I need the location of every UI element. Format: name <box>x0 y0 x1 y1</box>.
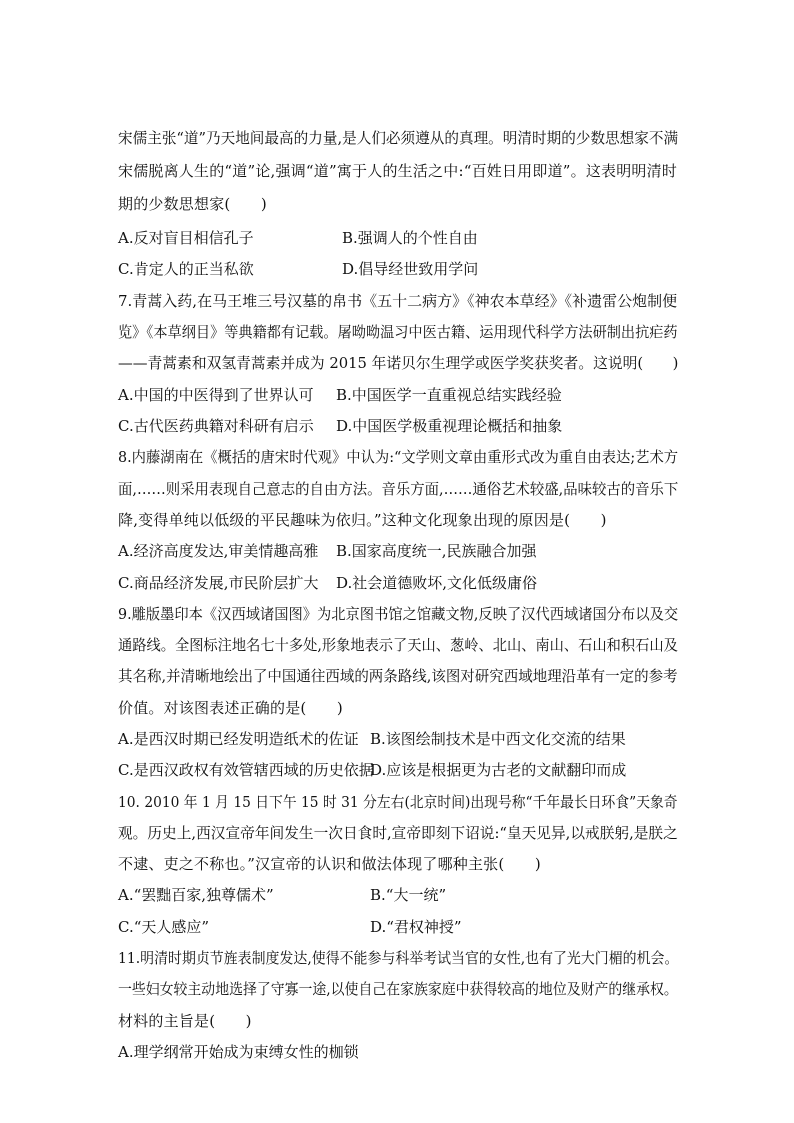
q6-line-3: 期的少数思想家( ) <box>118 195 267 213</box>
q8-line-3: 降,变得单纯以低级的平民趣味为依归。”这种文化现象出现的原因是( ) <box>118 511 607 529</box>
q9-line-1: 9.雕版墨印本《汉西域诸国图》为北京图书馆之馆藏文物,反映了汉代西域诸国分布以及交 <box>118 605 679 623</box>
q11-line-1: 11.明清时期贞节旌表制度发达,使得不能参与科举考试当官的女性,也有了光大门楣的机会。 <box>118 949 679 967</box>
q8-line-1: 8.内藤湖南在《概括的唐宋时代观》中认为:“文学则文章由重形式改为重自由表达;艺术方 <box>118 448 679 466</box>
q9-option-a[interactable]: A.是西汉时期已经发明造纸术的佐证 <box>118 730 359 748</box>
q10-line-1: 10. 2010 年 1 月 15 日下午 15 时 31 分左右(北京时间)出现号称“千年最长日环食”天象奇 <box>118 793 678 811</box>
q9-option-b[interactable]: B.该图绘制技术是中西文化交流的结果 <box>370 730 626 748</box>
q9-line-2: 通路线。全图标注地名七十多处,形象地表示了天山、葱岭、北山、南山、石山和积石山及 <box>118 636 678 654</box>
q6-line-2: 宋儒脱离人生的“道”论,强调“道”寓于人的生活之中:“百姓日用即道”。这表明明清时 <box>118 162 678 180</box>
q8-option-b[interactable]: B.国家高度统一,民族融合加强 <box>336 542 537 560</box>
q7-option-d[interactable]: D.中国医学极重视理论概括和抽象 <box>336 417 563 435</box>
q11-line-2: 一些妇女较主动地选择了守寡一途,以使自己在家族家庭中获得较高的地位及财产的继承权。 <box>118 980 678 998</box>
q8-option-d[interactable]: D.社会道德败坏,文化低级庸俗 <box>336 574 538 592</box>
q9-line-4: 价值。对该图表述正确的是( ) <box>118 699 343 717</box>
q11-line-3: 材料的主旨是( ) <box>118 1012 252 1030</box>
q7-option-b[interactable]: B.中国医学一直重视总结实践经验 <box>336 386 562 404</box>
q6-option-c[interactable]: C.肯定人的正当私欲 <box>118 260 254 278</box>
q7-option-a[interactable]: A.中国的中医得到了世界认可 <box>118 386 314 404</box>
q7-line-1: 7.青蒿入药,在马王堆三号汉墓的帛书《五十二病方》《神农本草经》《补遗雷公炮制便 <box>118 292 678 310</box>
q8-option-c[interactable]: C.商品经济发展,市民阶层扩大 <box>118 574 319 592</box>
q7-option-c[interactable]: C.古代医药典籍对科研有启示 <box>118 417 314 435</box>
q8-option-a[interactable]: A.经济高度发达,审美情趣高雅 <box>118 542 319 560</box>
q10-line-2: 观。历史上,西汉宣帝年间发生一次日食时,宣帝即刻下诏说:“皇天见异,以戒朕躬,是朕之 <box>118 824 678 842</box>
q7-line-2: 览》《本草纲目》等典籍都有记载。屠呦呦温习中医古籍、运用现代科学方法研制出抗疟药 <box>118 323 678 341</box>
q10-option-b[interactable]: B.“大一统” <box>370 886 447 904</box>
q11-option-a[interactable]: A.理学纲常开始成为束缚女性的枷锁 <box>118 1043 359 1061</box>
q9-option-c[interactable]: C.是西汉政权有效管辖西域的历史依据 <box>118 761 374 779</box>
q6-line-1: 宋儒主张“道”乃天地间最高的力量,是人们必须遵从的真理。明清时期的少数思想家不满 <box>118 129 679 147</box>
q9-option-d[interactable]: D.应该是根据更为古老的文献翻印而成 <box>370 761 627 779</box>
q9-line-3: 其名称,并清晰地绘出了中国通往西域的两条路线,该图对研究西域地理沿革有一定的参考 <box>118 667 678 685</box>
q6-option-a[interactable]: A.反对盲目相信孔子 <box>118 229 254 247</box>
q10-line-3: 不逮、吏之不称也。”汉宣帝的认识和做法体现了哪种主张( ) <box>118 855 541 873</box>
q6-option-d[interactable]: D.倡导经世致用学问 <box>342 260 479 278</box>
q10-option-a[interactable]: A.“罢黜百家,独尊儒术” <box>118 886 274 904</box>
q6-option-b[interactable]: B.强调人的个性自由 <box>342 229 478 247</box>
q7-line-3: ——青蒿素和双氢青蒿素并成为 2015 年诺贝尔生理学或医学奖获奖者。这说明( ) <box>118 354 679 372</box>
q10-option-c[interactable]: C.“天人感应” <box>118 918 210 936</box>
q8-line-2: 面,……则采用表现自己意志的自由方法。音乐方面,……通俗艺术较盛,品味较古的音乐下 <box>118 480 679 498</box>
q10-option-d[interactable]: D.“君权神授” <box>370 918 462 936</box>
